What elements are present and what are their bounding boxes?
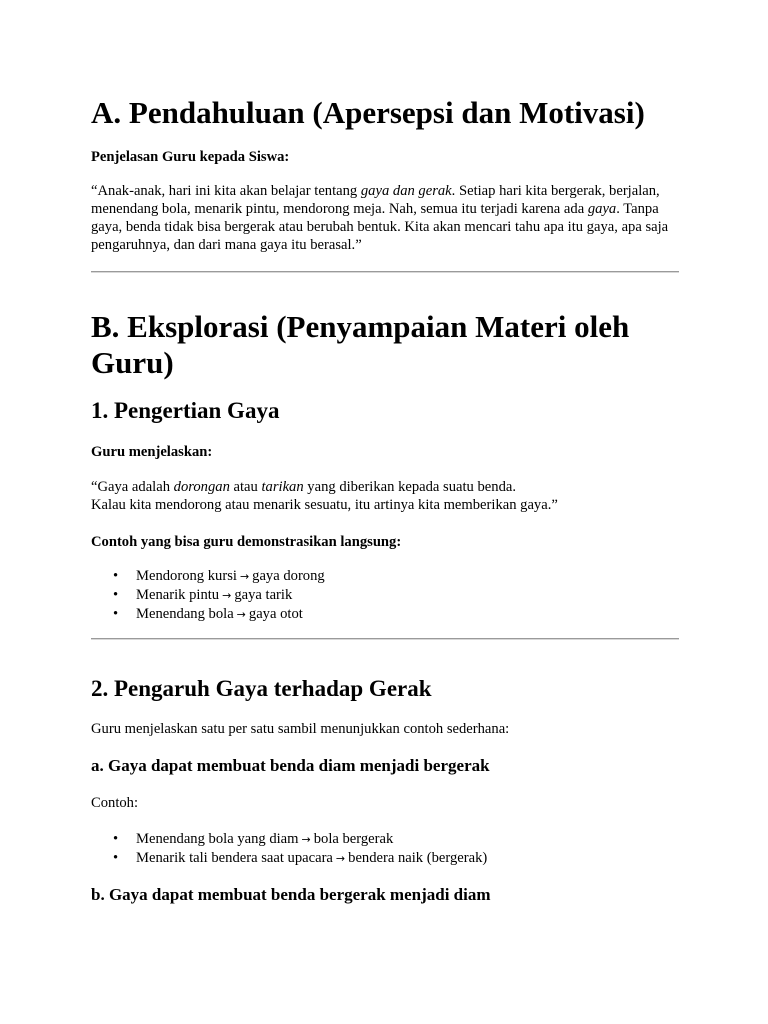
list-item: • Menarik tali bendera saat upacara → bendera naik (bergerak) xyxy=(113,850,488,866)
subsection-2-intro: Guru menjelaskan satu per satu sambil menunjukkan contoh sederhana: xyxy=(91,721,510,737)
arrow-icon: → xyxy=(236,608,246,621)
point-a-label: Contoh: xyxy=(91,795,139,811)
point-a-examples-list xyxy=(91,830,487,868)
subsection-2-heading: 2. Pengaruh Gaya terhadap Gerak xyxy=(91,676,432,701)
examples-list xyxy=(91,567,325,624)
section-a-heading: A. Pendahuluan (Apersepsi dan Motivasi) xyxy=(91,95,645,130)
list-item: • Mendorong kursi → gaya dorong xyxy=(113,568,325,584)
list-item: • Menarik pintu → gaya tarik xyxy=(113,587,293,603)
arrow-icon: → xyxy=(301,833,311,846)
section-a-label: Penjelasan Guru kepada Siswa: xyxy=(91,149,290,165)
section-a-quote: “Anak-anak, hari ini kita akan belajar tentang gaya dan gerak. Setiap hari kita bergerak, berjalan, menendang bola, menarik pintu, mendorong meja. Nah, semua itu terjadi karena ada gaya. Tanpa gaya, benda tidak bisa bergerak atau berubah bentuk. Kita akan mencari tahu apa itu gaya, apa saja pengaruhnya, dan dari mana gaya itu berasal.” xyxy=(91,183,669,253)
divider xyxy=(91,271,679,273)
list-item: • Menendang bola → gaya otot xyxy=(113,606,303,622)
list-item: • Menendang bola yang diam → bola bergerak xyxy=(113,831,394,847)
point-a-heading: a. Gaya dapat membuat benda diam menjadi bergerak xyxy=(91,756,490,775)
examples-label: Contoh yang bisa guru demonstrasikan langsung: xyxy=(91,534,402,550)
subsection-1-quote: “Gaya adalah dorongan atau tarikan yang diberikan kepada suatu benda. Kalau kita mendorong atau menarik sesuatu, itu artinya kita memberikan gaya.” xyxy=(91,479,558,513)
section-b-heading: B. Eksplorasi (Penyampaian Materi oleh Guru) xyxy=(91,309,630,380)
subsection-1-heading: 1. Pengertian Gaya xyxy=(91,398,280,423)
subsection-1-label: Guru menjelaskan: xyxy=(91,444,213,460)
point-b-heading: b. Gaya dapat membuat benda bergerak menjadi diam xyxy=(91,885,491,904)
arrow-icon: → xyxy=(222,589,232,602)
divider xyxy=(91,638,679,640)
arrow-icon: → xyxy=(335,852,346,865)
arrow-icon: → xyxy=(239,570,250,583)
